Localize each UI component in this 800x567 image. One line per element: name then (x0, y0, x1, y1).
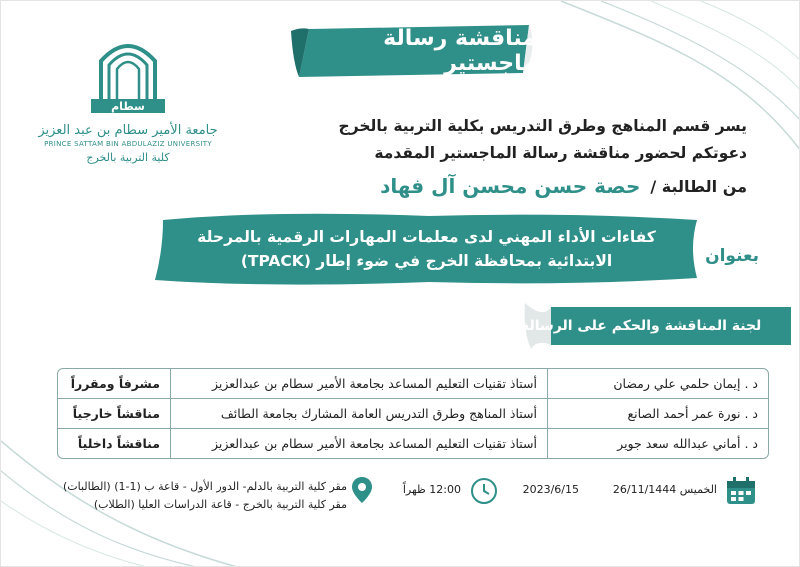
member-title: أستاذ المناهج وطرق التدريس العامة المشارك بجامعة الطائف (170, 399, 547, 429)
thesis-label: بعنوان (705, 246, 759, 266)
department-line: يسر قسم المناهج وطرق التدريس بكلية التربية بالخرج (338, 117, 747, 135)
location-pin-icon (351, 476, 373, 504)
member-title: أستاذ تقنيات التعليم المساعد بجامعة الأمير سطام بن عبدالعزيز (170, 429, 547, 458)
thesis-title-line1: كفاءات الأداء المهني لدى معلمات المهارات الرقمية بالمرحلة (197, 228, 656, 246)
student-label: من الطالبة / (650, 176, 747, 196)
university-logo (33, 29, 223, 179)
member-name: د . إيمان حلمي علي رمضان (547, 369, 768, 399)
event-day-hijri: الخميس 26/11/1444 (612, 483, 717, 496)
committee-table (57, 368, 769, 459)
thesis-title-banner (149, 208, 704, 290)
committee-heading: لجنة المناقشة والحكم على الرسالة (521, 318, 762, 334)
decorative-swoosh-top (541, 1, 800, 161)
event-date-gregorian: 2023/6/15 (522, 483, 579, 496)
committee-banner (521, 301, 791, 351)
university-name-ar: جامعة الأمير سطام بن عبد العزيز (38, 123, 218, 138)
event-time: 12:00 ظهراً (402, 483, 461, 496)
college-name: كلية التربية بالخرج (86, 151, 170, 164)
table-row (58, 399, 768, 429)
title-banner (291, 23, 536, 79)
university-name-en: PRINCE SATTAM BIN ABDULAZIZ UNIVERSITY (44, 140, 212, 148)
event-details-footer (57, 476, 757, 516)
location-female: مقر كلية التربية بالدلم- الدور الأول - قاعة ب (1-1) (الطالبات) (62, 480, 347, 493)
student-name: حصة حسن محسن آل فهاد (380, 174, 641, 198)
university-emblem-icon (83, 29, 173, 117)
student-row (380, 174, 747, 198)
logo-mark-text: سطام (111, 100, 145, 113)
thesis-title-line2: الابتدائية بمحافظة الخرج في ضوء إطار (TPACK) (240, 252, 613, 270)
table-row (58, 369, 768, 399)
member-name: د . نورة عمر أحمد الصانع (547, 399, 768, 429)
member-role: مناقشاً داخلياً (77, 436, 160, 451)
member-role: مناقشاً خارجياً (58, 399, 170, 429)
invitation-line: دعوتكم لحضور مناقشة رسالة الماجستير المقدمة (374, 144, 747, 162)
page-title: مناقشة رسالة ماجستير (383, 26, 536, 76)
table-row (58, 429, 768, 458)
member-name: د . أماني عبدالله سعد جوير (547, 429, 768, 458)
member-role: مشرفاً ومقرراً (58, 369, 170, 399)
location-male: مقر كلية التربية بالخرج - قاعة الدراسات العليا (الطلاب) (93, 498, 347, 511)
calendar-icon (725, 476, 757, 506)
clock-icon (469, 476, 499, 506)
thesis-title (149, 208, 704, 290)
member-title: أستاذ تقنيات التعليم المساعد بجامعة الأمير سطام بن عبدالعزيز (170, 369, 547, 399)
